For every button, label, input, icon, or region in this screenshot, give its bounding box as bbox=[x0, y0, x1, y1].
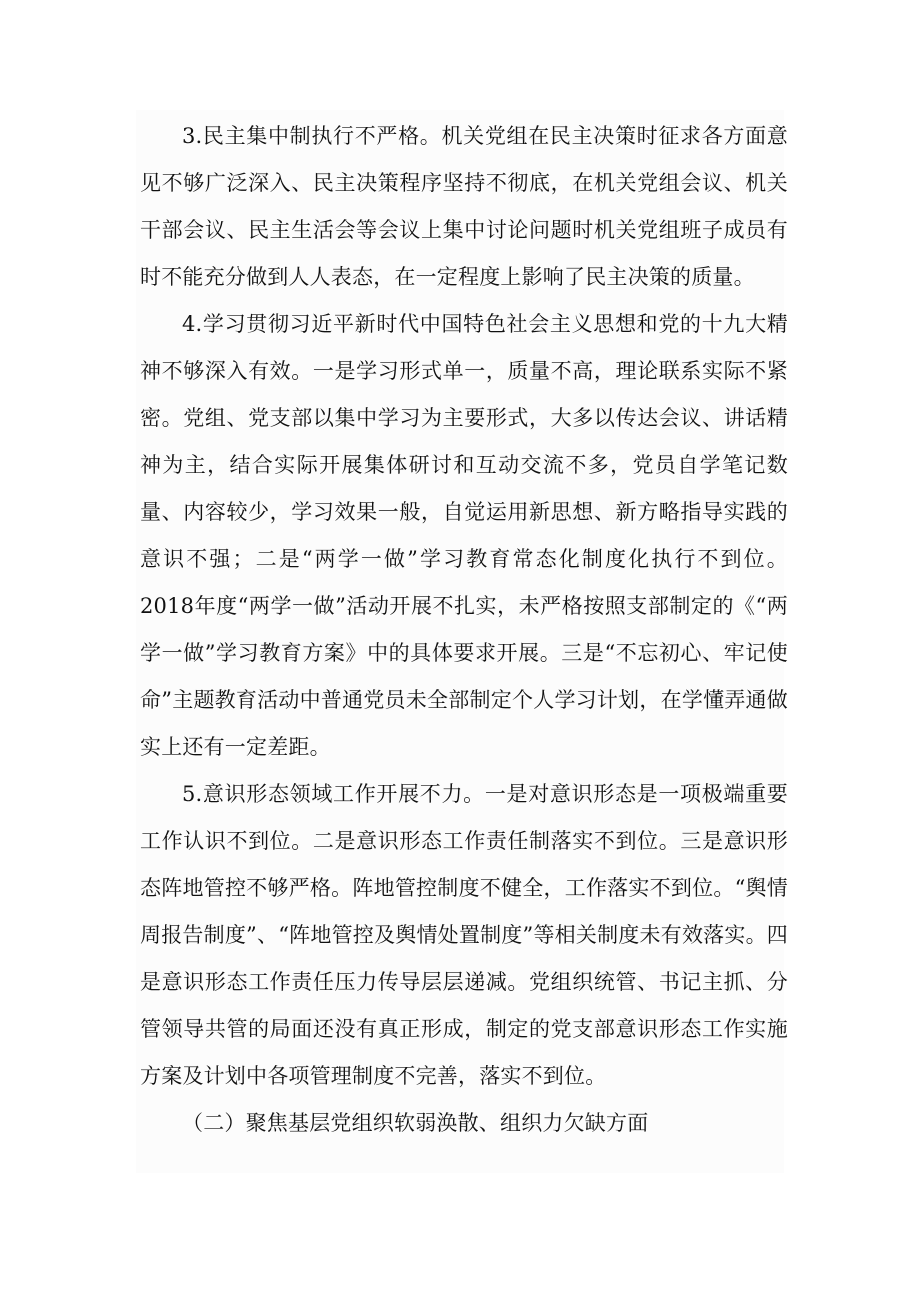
document-body bbox=[140, 113, 788, 1147]
section-heading: （二）聚焦基层党组织软弱涣散、组织力欠缺方面 bbox=[182, 1111, 649, 1135]
paragraph-study-thought: 4.学习贯彻习近平新时代中国特色社会主义思想和党的十九大精神不够深入有效。一是学习形式单一，质量不高，理论联系实际不紧密。党组、党支部以集中学习为主要形式，大多以传达会议、讲话精神为主，结合实际开展集体研讨和互动交流不多，党员自学笔记数量、内容较少，学习效果一般，自觉运用新思想、新方略指导实践的意识不强；二是“两学一做”学习教育常态化制度化执行不到位。2018年度“两学一做”活动开展不扎实，未严格按照支部制定的《“两学一做”学习教育方案》中的具体要求开展。三是“不忘初心、牢记使命”主题教育活动中普通党员未全部制定个人学习计划，在学懂弄通做实上还有一定差距。 bbox=[140, 312, 788, 759]
paragraph-democratic-centralism: 3.民主集中制执行不严格。机关党组在民主决策时征求各方面意见不够广泛深入、民主决策程序坚持不彻底，在机关党组会议、机关干部会议、民主生活会等会议上集中讨论问题时机关党组班子成员有时不能充分做到人人表态，在一定程度上影响了民主决策的质量。 bbox=[140, 124, 788, 289]
paragraph-ideology-work: 5.意识形态领域工作开展不力。一是对意识形态是一项极端重要工作认识不到位。二是意识形态工作责任制落实不到位。三是意识形态阵地管控不够严格。阵地管控制度不健全，工作落实不到位。“舆情周报告制度”、“阵地管控及舆情处置制度”等相关制度未有效落实。四是意识形态工作责任压力传导层层递减。党组织统管、书记主抓、分管领导共管的局面还没有真正形成，制定的党支部意识形态工作实施方案及计划中各项管理制度不完善，落实不到位。 bbox=[140, 782, 788, 1088]
